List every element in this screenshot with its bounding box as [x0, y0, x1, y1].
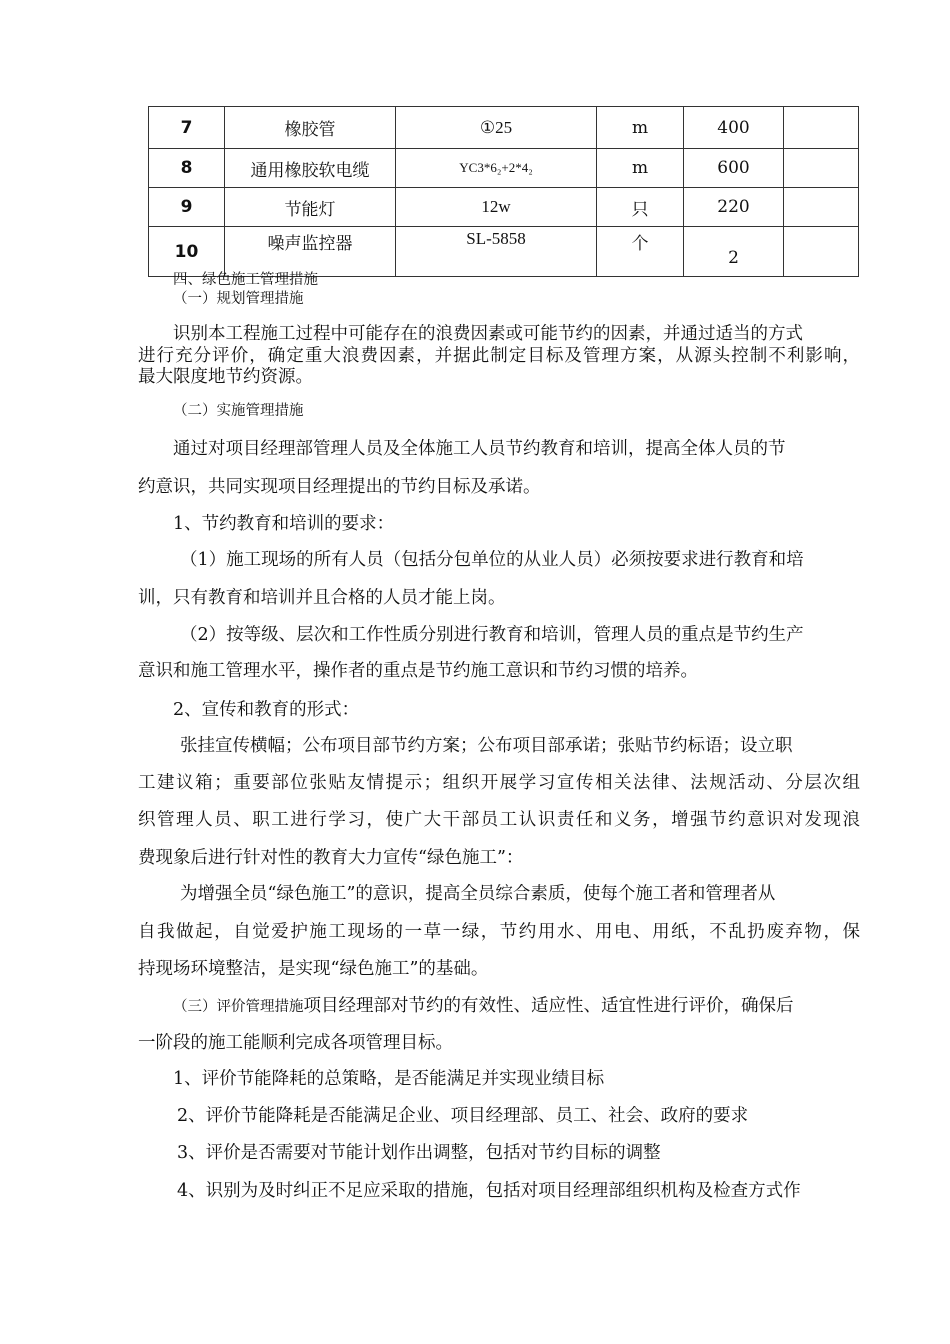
item-unit: 个 [597, 227, 684, 277]
table-row [149, 149, 859, 188]
item-name: 通用橡胶软电缆 [225, 149, 396, 188]
item-name: 橡胶管 [225, 107, 396, 149]
item-spec: SL-5858 [396, 227, 597, 277]
item-note [784, 227, 859, 277]
subsection-heading: （三）评价管理措施 [173, 999, 304, 1015]
item-quantity: 2 [684, 227, 784, 277]
table-row [149, 227, 859, 277]
list-heading: 2、宣传和教育的形式： [173, 700, 360, 720]
paragraph-line: 通过对项目经理部管理人员及全体施工人员节约教育和培训，提高全体人员的节 [173, 439, 786, 459]
paragraph-line: 持现场环境整洁，是实现“绿色施工”的基础。 [138, 959, 489, 979]
item-quantity: 400 [684, 107, 784, 149]
item-note [784, 149, 859, 188]
materials-table [148, 106, 859, 277]
item-unit: m [597, 107, 684, 149]
row-number: 10 [149, 227, 225, 277]
paragraph-line: 工建议箱；重要部位张贴友情提示；组织开展学习宣传相关法律、法规活动、分层次组 [138, 773, 860, 793]
paragraph-line: 最大限度地节约资源。 [138, 367, 313, 387]
list-item: 1、评价节能降耗的总策略，是否能满足并实现业绩目标 [173, 1069, 605, 1089]
item-unit: 只 [597, 188, 684, 227]
item-spec: 12w [396, 188, 597, 227]
paragraph-line: 费现象后进行针对性的教育大力宣传“绿色施工”： [138, 848, 524, 868]
paragraph-line: 识别本工程施工过程中可能存在的浪费因素或可能节约的因素，并通过适当的方式 [173, 324, 803, 344]
table-row [149, 107, 859, 149]
row-number: 7 [149, 107, 225, 149]
paragraph-line: （2）按等级、层次和工作性质分别进行教育和培训，管理人员的重点是节约生产 [180, 625, 804, 645]
paragraph-line: 约意识，共同实现项目经理提出的节约目标及承诺。 [138, 477, 541, 497]
paragraph-line: 进行充分评价，确定重大浪费因素，并据此制定目标及管理方案，从源头控制不利影响， [138, 346, 860, 366]
item-spec: YC3*6₂+2*4₂ [396, 149, 597, 188]
list-heading: 1、节约教育和培训的要求： [173, 514, 395, 534]
paragraph-line: 一阶段的施工能顺利完成各项管理目标。 [138, 1033, 453, 1053]
paragraph-line: 织管理人员、职工进行学习，使广大干部员工认识责任和义务，增强节约意识对发现浪 [138, 810, 860, 830]
paragraph-line: 为增强全员“绿色施工”的意识，提高全员综合素质，使每个施工者和管理者从 [180, 884, 776, 904]
paragraph-line: （1）施工现场的所有人员（包括分包单位的从业人员）必须按要求进行教育和培 [180, 550, 804, 570]
item-spec: ①25 [396, 107, 597, 149]
item-name: 节能灯 [225, 188, 396, 227]
item-quantity: 220 [684, 188, 784, 227]
list-item: 2、评价节能降耗是否能满足企业、项目经理部、员工、社会、政府的要求 [177, 1106, 749, 1126]
subsection-heading: （一）规划管理措施 [173, 291, 304, 307]
item-note [784, 107, 859, 149]
subsection-heading: （二）实施管理措施 [173, 403, 304, 419]
paragraph-line: 自我做起，自觉爱护施工现场的一草一绿，节约用水、用电、用纸，不乱扔废弃物，保 [138, 922, 860, 942]
paragraph-text: 项目经理部对节约的有效性、适应性、适宜性进行评价，确保后 [303, 996, 794, 1016]
row-number: 8 [149, 149, 225, 188]
paragraph-line: 训，只有教育和培训并且合格的人员才能上岗。 [138, 588, 506, 608]
section-heading: 四、绿色施工管理措施 [173, 272, 318, 288]
table-row [149, 188, 859, 227]
item-note [784, 188, 859, 227]
paragraph-line: 意识和施工管理水平，操作者的重点是节约施工意识和节约习惯的培养。 [138, 661, 698, 681]
item-quantity: 600 [684, 149, 784, 188]
row-number: 9 [149, 188, 225, 227]
paragraph-line: 张挂宣传横幅；公布项目部节约方案；公布项目部承诺；张贴节约标语；设立职 [180, 736, 793, 756]
item-unit: m [597, 149, 684, 188]
item-name: 噪声监控器 [225, 227, 396, 277]
paragraph-line [173, 998, 794, 1016]
list-item: 3、评价是否需要对节能计划作出调整，包括对节约目标的调整 [177, 1143, 661, 1163]
list-item: 4、识别为及时纠正不足应采取的措施，包括对项目经理部组织机构及检查方式作 [177, 1181, 801, 1201]
